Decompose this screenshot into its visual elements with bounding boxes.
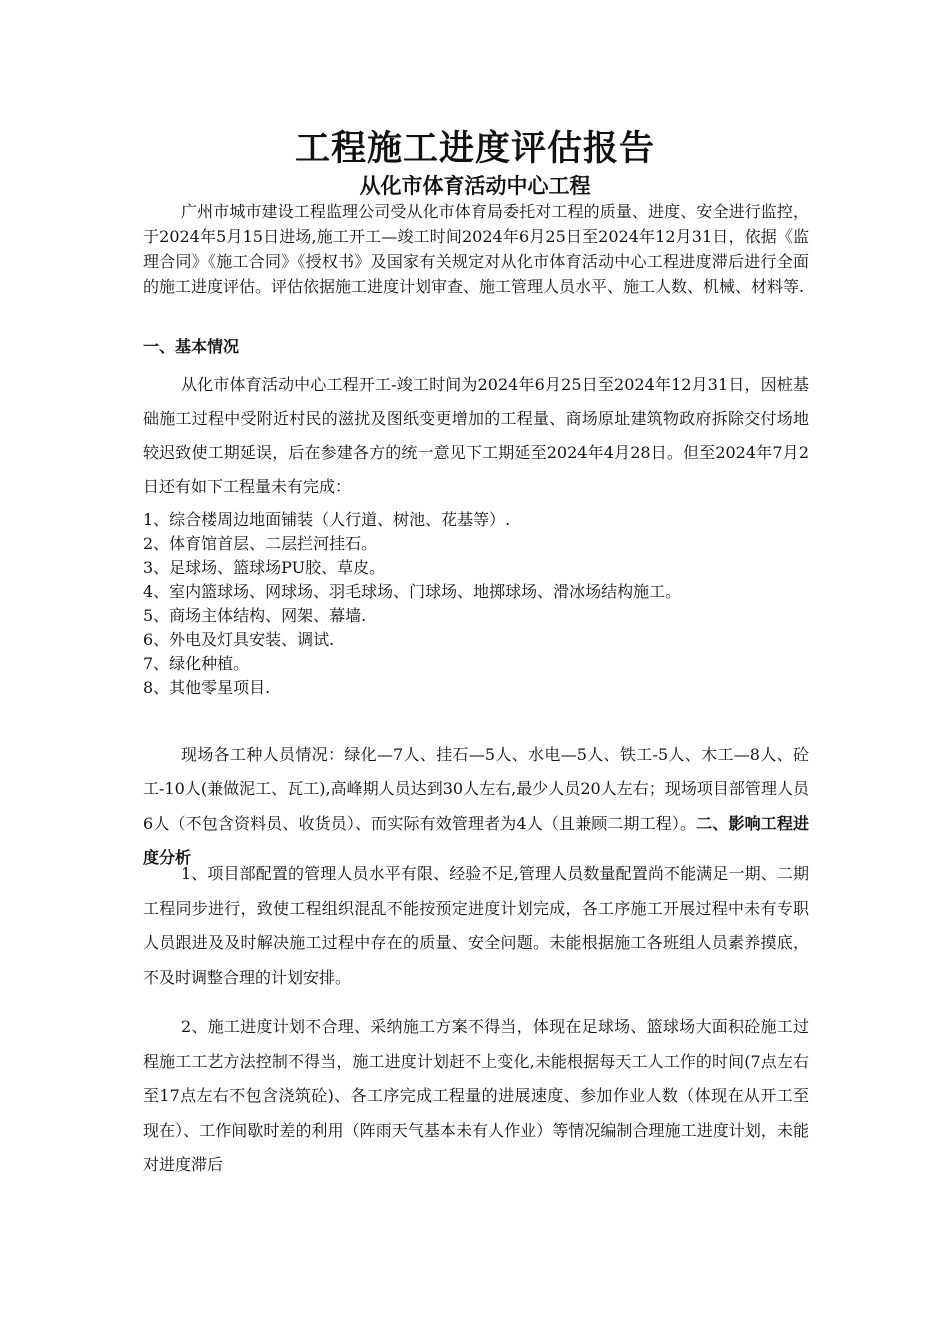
report-title: 工程施工进度评估报告 [294,128,655,169]
analysis-paragraph-1: 1、项目部配置的管理人员水平有限、经验不足,管理人员数量配置尚不能满足一期、二期工程同步进行，致使工程组织混乱不能按预定进度计划完成，各工序施工开展过程中未有专职人员跟进及及时解决施工过程中存在的质量、安全问题。未能根据施工各班组人员素养摸底，不及时调整合理的计划安排。 [143,864,809,987]
personnel-paragraph [143,738,809,875]
list-item: 4、室内篮球场、网球场、羽毛球场、门球场、地掷球场、滑冰场结构施工。 [143,582,682,601]
list-item: 3、足球场、篮球场PU胶、草皮。 [143,558,386,577]
unfinished-work-list [143,508,809,700]
project-name: 从化市体育活动中心工程 [359,173,591,198]
list-item: 1、综合楼周边地面铺装（人行道、树池、花基等）. [143,510,511,529]
list-item: 8、其他零星项目. [143,678,271,697]
personnel-text: 现场各工种人员情况：绿化—7人、挂石—5人、水电—5人、铁工-5人、木工—8人、砼工-10人(兼做泥工、瓦工),高峰期人员达到30人左右,最少人员20人左右；现场项目部管理人员6人（不包含资料员、收货员）、而实际有效管理者为4人（且兼顾二期工程）。 [143,745,809,833]
intro-paragraph: 广州市城市建设工程监理公司受从化市体育局委托对工程的质量、进度、安全进行监控，于2024年5月15日进场,施工开工—竣工时间2024年6月25日至2024年12月31日，依据《监理合同》《施工合同》《授权书》及国家有关规定对从化市体育活动中心工程进度滞后进行全面的施工进度评估。评估依据施工进度计划审查、施工管理人员水平、施工人数、机械、材料等. [143,202,809,296]
list-item: 6、外电及灯具安装、调试. [143,630,335,649]
section-heading-analysis: 二、影响工程进度分析 [143,813,809,867]
list-item: 2、体育馆首层、二层拦河挂石。 [143,534,378,553]
analysis-paragraph-2: 2、施工进度计划不合理、采纳施工方案不得当，体现在足球场、篮球场大面积砼施工过程施工工艺方法控制不得当，施工进度计划赶不上变化,未能根据每天工人工作的时间(7点左右至17点左右不包含浇筑砼)、各工序完成工程量的进展速度、参加作业人数（体现在从开工至现在）、工作间歇时差的利用（阵雨天气基本未有人作业）等情况编制合理施工进度计划，未能对进度滞后 [143,1017,809,1174]
section-heading-basic: 一、基本情况 [143,337,240,356]
list-item: 7、绿化种植。 [143,654,250,673]
list-item: 5、商场主体结构、网架、幕墙. [143,606,367,625]
basic-situation-paragraph: 从化市体育活动中心工程开工-竣工时间为2024年6月25日至2024年12月31日，因桩基础施工过程中受附近村民的滋扰及图纸变更增加的工程量、商场原址建筑物政府拆除交付场地较迟致使工期延误，后在参建各方的统一意见下工期延至2024年4月28日。但至2024年7月2日还有如下工程量未有完成： [143,375,809,496]
